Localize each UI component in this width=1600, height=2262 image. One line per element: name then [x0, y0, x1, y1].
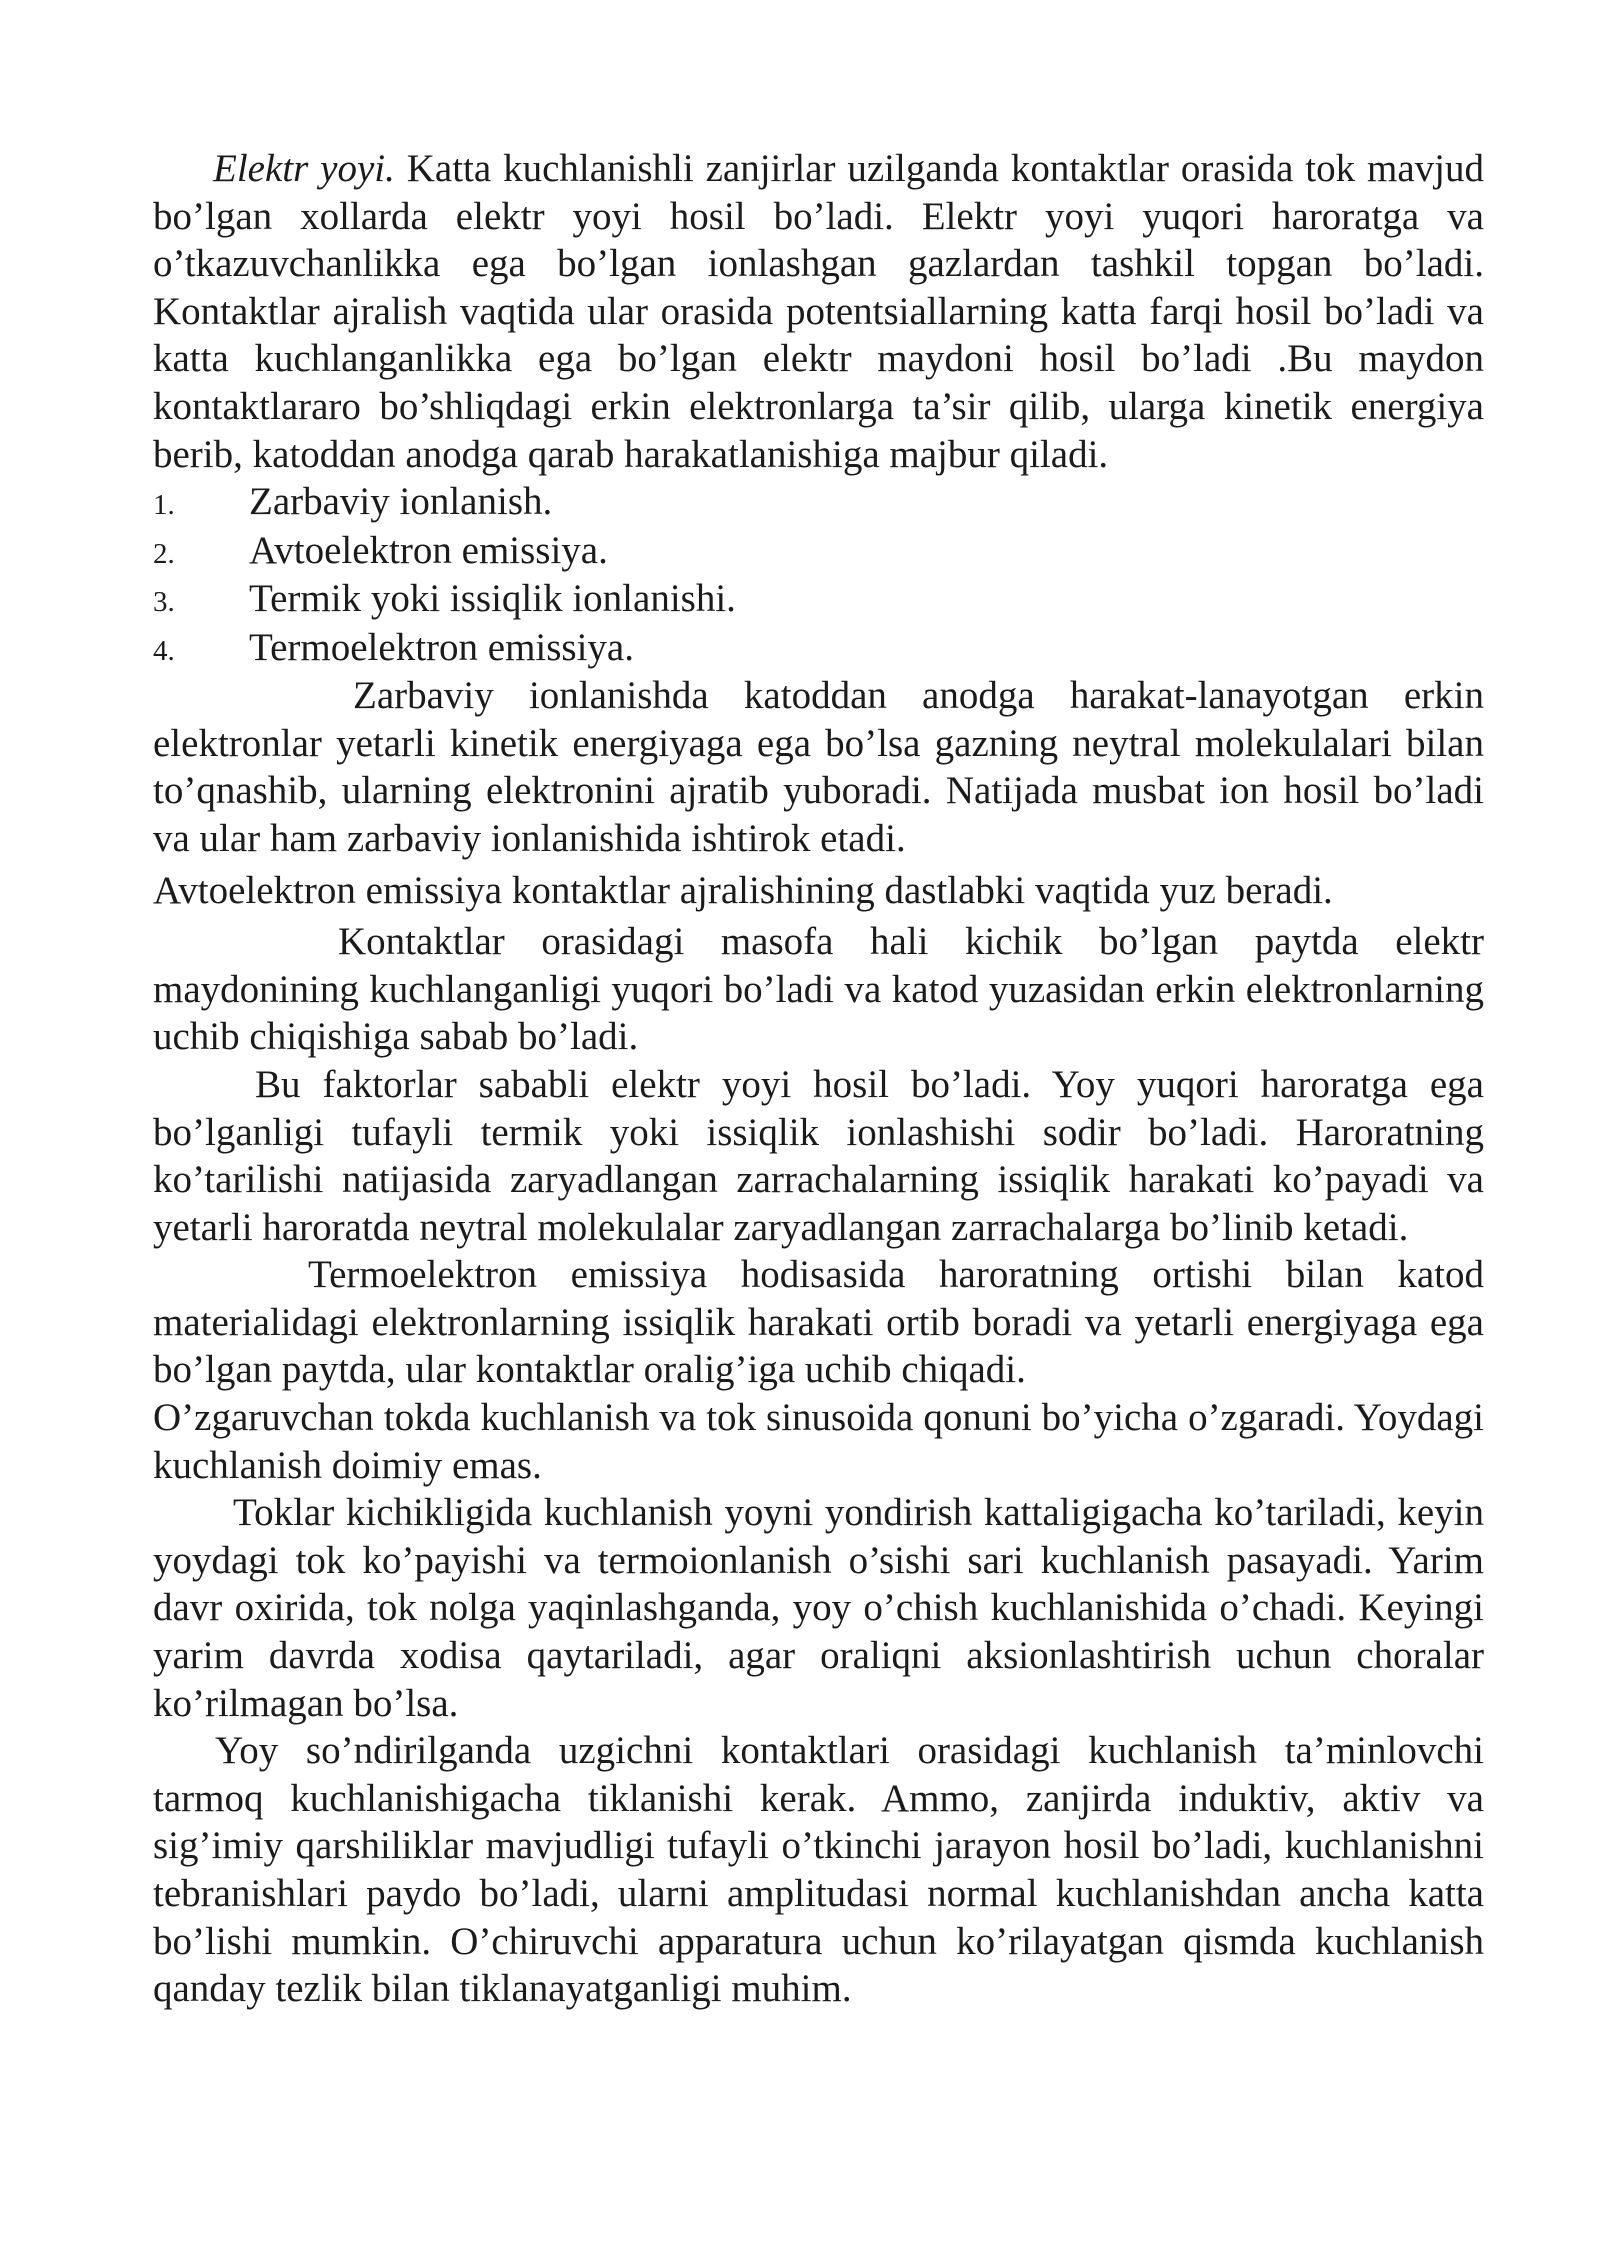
list-item-number: 3. [153, 586, 175, 619]
list-item-number: 1. [153, 489, 175, 522]
ionization-list [153, 478, 1484, 672]
list-item [153, 575, 1484, 624]
list-item-text: Avtoelektron emissiya. [249, 528, 608, 572]
paragraph-small-currents: Toklar kichikligida kuchlanish yoyni yondirish kattaligigacha ko’tariladi, keyin yoydagi tok ko’payishi va termoionlanish o’sishi sari kuchlanish pasayadi. Yarim davr oxirida, tok nolga yaqinlashganda, yoy o’chish kuchlanishida o’chadi. Keyingi yarim davrda xodisa qaytariladi, agar oraliqni aksionlashtirish uchun choralar ko’rilmagan bo’lsa. [153, 1491, 1484, 1725]
paragraph-autoelectron-emission: Avtoelektron emissiya kontaktlar ajralishining dastlabki vaqtida yuz beradi. [153, 868, 1333, 912]
intro-lead-term: Elektr yoyi. [213, 147, 395, 190]
list-item [153, 624, 1484, 673]
paragraph-voltage-recovery: Yoy so’ndirilganda uzgichni kontaktlari orasidagi kuchlanish ta’minlovchi tarmoq kuchlanishigacha tiklanishi kerak. Ammo, zanjirda induktiv, aktiv va sig’imiy qarshiliklar mavjudligi tufayli o’tkinchi jarayon hosil bo’ladi, kuchlanishni tebranishlari paydo bo’ladi, ularni amplitudasi normal kuchlanishdan ancha katta bo’lishi mumkin. O’chiruvchi apparatura uchun ko’rilayatgan qismda kuchlanish qanday tezlik bilan tiklanayatganligi muhim. [153, 1729, 1484, 2011]
list-item [153, 527, 1484, 576]
intro-text: Katta kuchlanishli zanjirlar uzilganda kontaktlar orasida tok mavjud bo’lgan xollarda elektr yoyi hosil bo’ladi. Elektr yoyi yuqori haroratga va o’tkazuvchanlikka ega bo’lgan ionlashgan gazlardan tashkil topgan bo’ladi. Kontaktlar ajralish vaqtida ular orasida potentsiallarning katta farqi hosil bo’ladi va katta kuchlanganlikka ega bo’lgan elektr maydoni hosil bo’ladi .Bu maydon kontaktlararo bo’shliqdagi erkin elektronlarga ta’sir qilib, ularga kinetik energiya berib, katoddan anodga qarab harakatlanishiga majbur qiladi. [153, 147, 1484, 476]
list-item-text: Zarbaviy ionlanish. [249, 480, 553, 524]
document-page [153, 145, 1484, 2013]
list-item-number: 2. [153, 537, 175, 570]
paragraph-contact-distance: Kontaktlar orasidagi masofa hali kichik bo’lgan paytda elektr maydonining kuchlanganligi yuqori bo’ladi va katod yuzasidan erkin elektronlarning uchib chiqishiga sabab bo’ladi. [153, 920, 1484, 1059]
list-item-text: Termoelektron emissiya. [249, 625, 634, 669]
paragraph-arc-factors: Bu faktorlar sababli elektr yoyi hosil bo’ladi. Yoy yuqori haroratga ega bo’lganligi tufayli termik yoki issiqlik ionlashishi sodir bo’ladi. Haroratning ko’tarilishi natijasida zaryadlangan zarrachalarning issiqlik harakati ko’payadi va yetarli haroratda neytral molekulalar zaryadlangan zarrachalarga bo’linib ketadi. [153, 1062, 1484, 1249]
list-item [153, 478, 1484, 527]
list-item-text: Termik yoki issiqlik ionlanishi. [249, 577, 736, 621]
paragraph-alternating-current: O’zgaruvchan tokda kuchlanish va tok sinusoida qonuni bo’yicha o’zgaradi. Yoydagi kuchlanish doimiy emas. [153, 1396, 1484, 1487]
paragraph-thermoelectron-emission: Termoelektron emissiya hodisasida haroratning ortishi bilan katod materialidagi elektronlarning issiqlik harakati ortib boradi va yetarli energiyaga ega bo’lgan paytda, ular kontaktlar oralig’iga uchib chiqadi. [153, 1253, 1484, 1392]
intro-paragraph [153, 145, 1484, 478]
paragraph-impact-ionization: Zarbaviy ionlanishda katoddan anodga harakat-lanayotgan erkin elektronlar yetarli kinetik energiyaga ega bo’lsa gazning neytral molekulalari bilan to’qnashib, ularning elektronini ajratib yuboradi. Natijada musbat ion hosil bo’ladi va ular ham zarbaviy ionlanishida ishtirok etadi. [153, 674, 1484, 860]
list-item-number: 4. [153, 634, 175, 667]
